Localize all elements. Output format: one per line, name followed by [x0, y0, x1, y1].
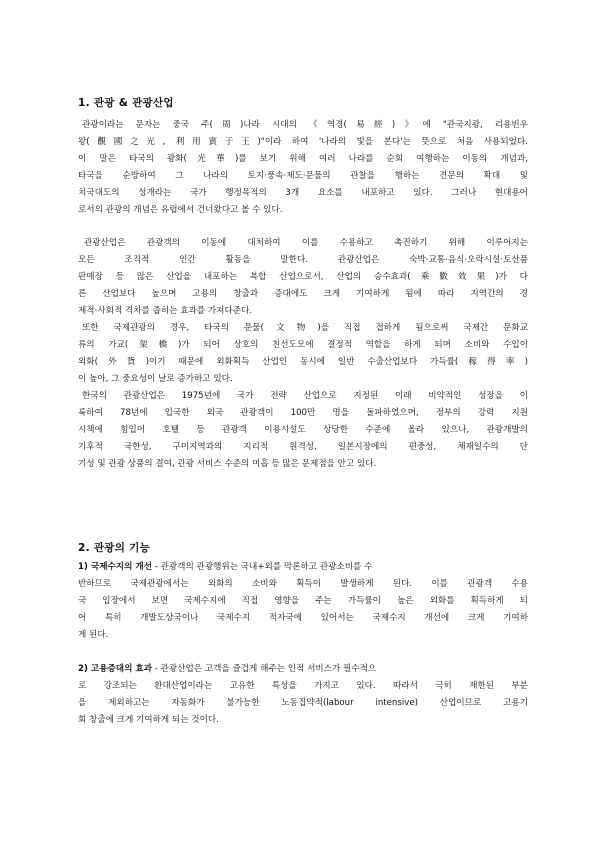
- text-line: 른 산업보다 높으며 고용의 창출과 증대에도 크게 기여하게 됨에 따라 지역간의 경: [78, 289, 528, 299]
- text-line: 어 특히 개발도상국이나 국제수지 적자국에 있어서는 국제수지 개선에 크게 기여하: [78, 613, 528, 623]
- item-2-text: - 관광산업은 고객을 즐겁게 해주는 인적 서비스가 필수적으: [152, 664, 377, 674]
- text-line: [78, 561, 528, 573]
- text-line: 반하므로 국제관광에서는 외화의 소비와 획득이 발생하게 된다. 이를 관광객 수용: [78, 579, 528, 589]
- section-2-heading: 2. 관광의 기능: [78, 542, 151, 554]
- text-line: 룩하여 78년에 입국한 외국 관광객이 100만 명을 돌파하였으며, 정부의 강력 지원: [78, 408, 528, 418]
- text-line: 왕(觀國之光, 利用賓于王)"이라 하여 '나라의 빛을 본다'는 뜻으로 처음 사용되었다.: [78, 137, 528, 147]
- text-line: 로서의 관광의 개념은 유럽에서 건너왔다고 볼 수 있다.: [78, 205, 283, 215]
- text-line: 시책에 힘입어 호텔 등 관광객 이용시설도 상당한 수준에 올라 있으나, 관광개발의: [78, 425, 528, 435]
- text-line: 관광이라는 문자는 중국 주(周)나라 시대의 《역경(易經)》에 "관국지광, 리용빈우: [82, 120, 528, 130]
- text-line: [78, 663, 528, 675]
- item-2-title: 2) 고용증대의 효과: [78, 664, 153, 674]
- text-line: 모든 조직적 인간 활동을 말한다. 관광산업은 숙박·교통·음식·오락시설·토산품: [78, 255, 528, 265]
- text-line: 기후적 국한성, 구미지역과의 지리적 원격성, 일본시장에의 편중성, 체재일수의 단: [78, 442, 528, 452]
- text-line: 치국대도의 성개라는 국가 행정목적의 3개 요소를 내포하고 있다. 그러나 현대용어: [78, 188, 528, 198]
- text-line: 외화(外貨)이기 때문에 외화획득 산업인 동시에 일반 수출산업보다 가득률(稼得率): [78, 357, 528, 367]
- text-line: 이 말은 타국의 광화(光華)를 보기 위해 여러 나라를 순회 여행하는 이동의 개념과,: [78, 154, 528, 164]
- text-line: 을 제외하고는 자동화가 불가능한 노동집약적(labour intensive) 산업이므로 고용기: [78, 698, 528, 708]
- text-line: 로 강조되는 환대산업이라는 고유한 특성을 가지고 있다. 따라서 극히 제한된 부분: [78, 681, 528, 691]
- text-line: 국 입장에서 보면 국제수지에 직접 영향을 주는 가득률이 높은 외화를 획득하게 되: [78, 596, 528, 606]
- item-1-title: 1) 국제수지의 개선: [78, 562, 153, 572]
- text-line: 제적·사회적 격차를 좁히는 효과를 가져다준다.: [78, 306, 253, 316]
- text-line: 판매장 등 많은 산업을 내포하는 복합 산업으로서, 산업의 승수효과(乘數效果)가 다: [78, 272, 528, 282]
- text-line: 또한 국제관광의 경우, 타국의 문물(文物)을 직접 접하게 됨으로써 국제간 문화교: [82, 323, 528, 333]
- section-1-heading: 1. 관광 & 관광산업: [78, 97, 174, 109]
- text-line: 이 높아, 그 중요성이 날로 증가하고 있다.: [78, 374, 233, 384]
- item-1-text: - 관광객의 관광행위는 국내+외를 막론하고 관광소비를 수: [152, 562, 373, 572]
- text-line: 타국을 순방하여 그 나라의 토지·풍속·제도·문물의 관찰을 행하는 견문의 확대 및: [78, 171, 528, 181]
- text-line: 게 된다.: [78, 630, 109, 640]
- text-line: 류의 가교(架橋)가 되어 상호의 친선도모에 결정적 역할을 하게 되며 소비와 수입이: [78, 340, 528, 350]
- text-line: 한국의 관광산업은 1975년에 국가 전략 산업으로 지정된 이래 비약적인 성장을 이: [82, 391, 528, 401]
- text-line: 관광산업은 관광객의 이동에 대처하여 이를 수용하고 촉진하기 위해 이루어지는: [84, 238, 528, 248]
- text-line: 기성 및 관광 상품의 결여, 관광 서비스 수준의 미흡 등 많은 문제점을 안고 있다.: [78, 459, 377, 469]
- text-line: 회 창출에 크게 기여하게 되는 것이다.: [78, 715, 219, 725]
